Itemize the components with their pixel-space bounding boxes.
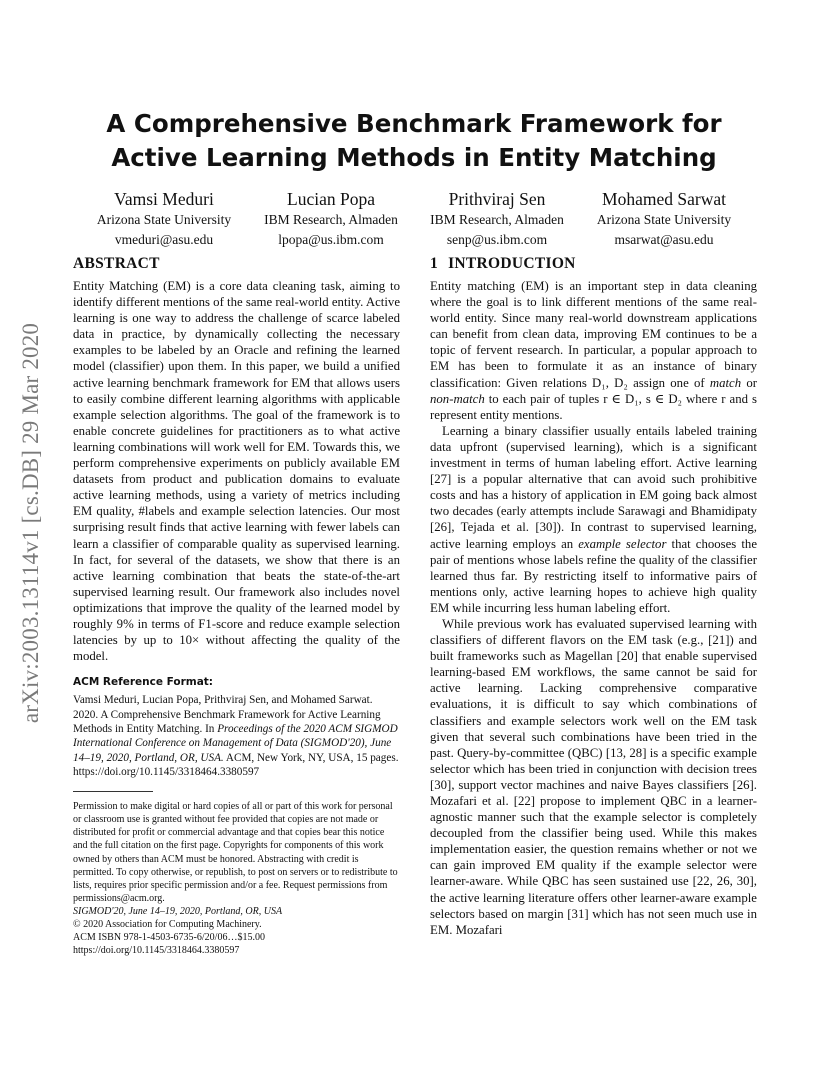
footnote-divider	[73, 791, 153, 792]
intro-p1-text-a: Entity matching (EM) is an important step in data cleaning where the goal is to link different mentions of the same real-world entity. Since many real-world downstream applications can benefit from clean data, improving EM continues to be a topic of fervent research. In particular, a popular approach to EM has been to formulate it as an instance of binary classification: Given relations D₁, D₂ assign one of	[430, 279, 757, 390]
paper-title: A Comprehensive Benchmark Framework for Active Learning Methods in Entity Matching	[106, 109, 722, 172]
intro-paragraph-2	[430, 423, 757, 616]
intro-p2-text-b: that chooses the pair of mentions whose labels refine the quality of the classifier learned thus far. By restricting itself to informative pairs of mentions only, active learning hopes to achieve high quality EM while incurring less human labeling effort.	[430, 536, 757, 615]
author-email: senp@us.ibm.com	[446, 232, 548, 247]
author-1	[80, 188, 248, 250]
author-3	[418, 188, 576, 250]
author-name: Prithviraj Sen	[448, 189, 546, 209]
section-title: INTRODUCTION	[448, 255, 576, 272]
isbn-line: ACM ISBN 978-1-4503-6735-6/20/06…$15.00	[73, 932, 265, 944]
abstract-heading: ABSTRACT	[73, 255, 160, 272]
arxiv-identifier-text: arXiv:2003.13114v1 [cs.DB] 29 Mar 2020	[18, 322, 43, 724]
permission-notice: Permission to make digital or hard copies of all or part of this work for personal or classroom use is granted without fee provided that copies are not made or distributed for profit or commercial advantage and that copies bear this notice and the full citation on the first page. Copyrights for components of this work owned by others than ACM must be honored. Abstracting with credit is permitted. To copy otherwise, or republish, to post on servers or to redistribute to lists, requires prior specific permission and/or a fee. Request permissions from permissions@acm.org.	[73, 801, 398, 904]
acm-reference-publisher: ACM, New York, NY, USA, 15 pages. https://doi.org/10.1145/3318464.3380597	[73, 751, 399, 778]
author-name: Vamsi Meduri	[114, 189, 214, 209]
intro-p2-text-a: Learning a binary classifier usually entails labeled training data upfront (supervised learning), which is a significant investment in terms of human labeling effort. Active learning [27] is a popular alternative that can avoid such prohibitive costs and has a history of application in EM going back almost two decades (early attempts include Sarawagi and Bhamidipaty [26], Tejada et al. [30]). In contrast to supervised learning, active learning employs an	[430, 423, 757, 551]
author-name: Mohamed Sarwat	[602, 189, 726, 209]
author-affiliation: IBM Research, Almaden	[430, 212, 564, 227]
author-email: msarwat@asu.edu	[614, 232, 714, 247]
author-affiliation: IBM Research, Almaden	[264, 212, 398, 227]
author-name: Lucian Popa	[287, 189, 375, 209]
left-column	[73, 255, 400, 957]
right-column	[430, 255, 757, 938]
abstract-text: Entity Matching (EM) is a core data cleaning task, aiming to identify different mentions of the same real-world entity. Active learning is one way to address the challenge of scarce labeled data in practice, by dynamically collecting the necessary examples to be labeled by an Oracle and refining the learned model (classifier) upon them. In this paper, we build a unified active learning benchmark framework for EM that allows users to easily combine different learning algorithms with applicable example selection algorithms. The goal of the framework is to enable concrete guidelines for practitioners as to what active learning combinations will work well for EM. Towards this, we perform comprehensive experiments on publicly available EM datasets from product and publication domains to evaluate active learning methods, using a variety of metrics including EM quality, #labels and example selection latencies. Our most surprising result finds that active learning with fewer labels can learn a classifier of comparable quality as supervised learning. In fact, for several of the datasets, we show that there is an active learning combination that beats the state-of-the-art supervised learning result. Our framework also includes novel optimizations that improve the quality of the learned model by roughly 9% in terms of F1-score and reduce example selection latencies by up to 10× without affecting the quality of the model.	[73, 279, 400, 664]
intro-paragraph-3: While previous work has evaluated supervised learning with classifiers of different flavors on the EM task (e.g., [21]) and built frameworks such as Magellan [20] that enable supervised learning-based EM workflows, the same cannot be said for active learning. Lacking comprehensive comparative evaluations, it is difficult to say which combinations of classifiers and example selectors work well on the EM task given that several such combinations have been tried in the past. Query-by-committee (QBC) [13, 28] is a specific example selector which has been tried in conjunction with decision trees [30], support vector machines and naive Bayes classifiers [26]. Mozafari et al. [22] propose to implement QBC in a learner-agnostic manner such that the example selector is completely decoupled from the classifier being used. While this makes implementation easier, the question remains whether or not we can gain improved EM quality if the example selector were learner-aware. While QBC has seen sustained use [22, 26, 30], the active learning literature offers other learner-aware example selectors based on margin [31] which has not seen much use in EM. Mozafari	[430, 616, 757, 937]
author-email: vmeduri@asu.edu	[114, 232, 214, 247]
intro-p1-match: match	[709, 375, 742, 390]
intro-p1-text-c: to each pair of tuples r ∈ D₁, s ∈ D₂ where r and s represent entity mentions.	[430, 391, 757, 422]
copyright-line: © 2020 Association for Computing Machinery.	[73, 918, 262, 930]
author-4	[580, 188, 748, 250]
permission-venue: SIGMOD'20, June 14–19, 2020, Portland, OR, USA	[73, 905, 283, 917]
acm-reference-heading: ACM Reference Format:	[73, 676, 213, 689]
author-affiliation: Arizona State University	[96, 212, 232, 227]
introduction-heading	[430, 255, 757, 273]
acm-reference-text	[73, 693, 400, 779]
intro-paragraph-1	[430, 278, 757, 423]
section-number: 1	[430, 255, 439, 272]
arxiv-identifier	[14, 283, 48, 763]
intro-p1-nonmatch: non-match	[430, 391, 485, 406]
author-affiliation: Arizona State University	[596, 212, 732, 227]
author-2	[252, 188, 410, 250]
intro-p2-example-selector: example selector	[578, 536, 667, 551]
acm-reference-authors: Vamsi Meduri, Lucian Popa, Prithviraj Sen, and Mohamed Sarwat. 2020. A Comprehensive Benchmark Framework for Active Learning Methods in Entity Matching. In	[73, 694, 381, 735]
acm-reference-venue: Proceedings of the 2020 ACM SIGMOD International Conference on Management of Data (SIGMOD'20), June 14–19, 2020, Portland, OR, USA.	[73, 722, 398, 764]
author-email: lpopa@us.ibm.com	[278, 232, 384, 247]
intro-p1-text-b: or	[741, 375, 757, 390]
doi-link[interactable]: https://doi.org/10.1145/3318464.3380597	[73, 945, 240, 957]
